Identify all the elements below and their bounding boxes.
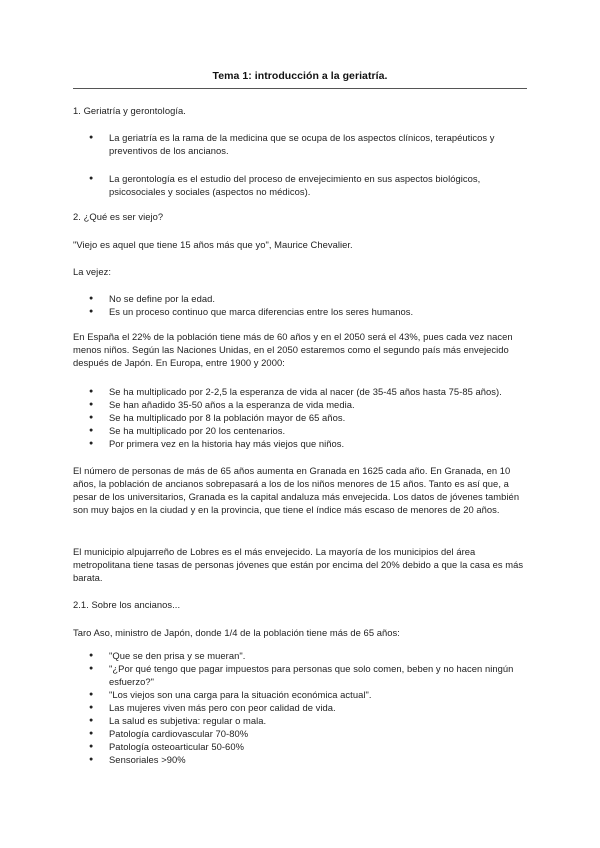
list-item: ● Se ha multiplicado por 8 la población mayor de 65 años. <box>73 411 527 424</box>
section-2-heading: 2. ¿Qué es ser viejo? <box>73 211 164 222</box>
europa-list <box>73 385 527 450</box>
list-item: ● La gerontología es el estudio del proceso de envejecimiento en sus aspectos biológicos, psicosociales y sociales (aspectos no médicos). <box>73 172 527 198</box>
list-item: ● Patología osteoarticular 50-60% <box>73 740 527 753</box>
list-item: ● "¿Por qué tengo que pagar impuestos para personas que solo comen, beben y no hacen ningún esfuerzo?" <box>73 662 527 688</box>
list-item: ● Las mujeres viven más pero con peor calidad de vida. <box>73 701 527 714</box>
lobres-paragraph: El municipio alpujarreño de Lobres es el más envejecido. La mayoría de los municipios del área metropolitana tiene tasas de personas jóvenes que están por encima del 20% debido a que la casa es más barata. <box>73 546 524 583</box>
section-1-heading: 1. Geriatría y gerontología. <box>73 105 186 116</box>
list-item: ● Se ha multiplicado por 20 los centenarios. <box>73 424 527 437</box>
vejez-label: La vejez: <box>73 266 111 277</box>
section-2-1-heading: 2.1. Sobre los ancianos... <box>73 599 181 610</box>
list-item: ● "Los viejos son una carga para la situación económica actual". <box>73 688 527 701</box>
list-item: ● La salud es subjetiva: regular o mala. <box>73 714 527 727</box>
list-item: ● Patología cardiovascular 70-80% <box>73 727 527 740</box>
quote-paragraph: "Viejo es aquel que tiene 15 años más que yo", Maurice Chevalier. <box>73 239 353 250</box>
list-item: ● Es un proceso continuo que marca diferencias entre los seres humanos. <box>73 305 527 318</box>
page-title: Tema 1: introducción a la geriatría. <box>212 70 388 82</box>
section-1-list-2 <box>73 172 527 198</box>
list-item: ● No se define por la edad. <box>73 292 527 305</box>
list-item: ● "Que se den prisa y se mueran". <box>73 649 527 662</box>
taro-aso-intro: Taro Aso, ministro de Japón, donde 1/4 de la población tiene más de 65 años: <box>73 627 400 638</box>
section-1-list <box>73 131 527 157</box>
list-item: ● Se han añadido 35-50 años a la esperanza de vida media. <box>73 398 527 411</box>
list-item: ● La geriatría es la rama de la medicina que se ocupa de los aspectos clínicos, terapéuticos y preventivos de los ancianos. <box>73 131 527 157</box>
espana-paragraph: En España el 22% de la población tiene más de 60 años y en el 2050 será el 43%, pues cada vez nacen menos niños. Según las Naciones Unidas, en el 2050 estaremos como el segundo país más envejecido después de Japón. En Europa, entre 1900 y 2000: <box>73 331 513 368</box>
list-item: ● Por primera vez en la historia hay más viejos que niños. <box>73 437 527 450</box>
title-divider <box>73 88 527 89</box>
vejez-list <box>73 292 527 318</box>
granada-paragraph: El número de personas de más de 65 años aumenta en Granada en 1625 cada año. En Granada, en 10 años, la población de ancianos sobrepasará a los de los niños menores de 15 años. Tanto es así que, a pesar de los universitarios, Granada es la capital andaluza más envejecida. Los datos de jóvenes también son muy bajos en la ciudad y en la provincia, que tiene el índice más escaso de menores de 20 años. <box>73 465 520 515</box>
list-item: ● Se ha multiplicado por 2-2,5 la esperanza de vida al nacer (de 35-45 años hasta 75-85 años). <box>73 385 527 398</box>
list-item: ● Sensoriales >90% <box>73 753 527 766</box>
ancianos-list <box>73 649 527 766</box>
